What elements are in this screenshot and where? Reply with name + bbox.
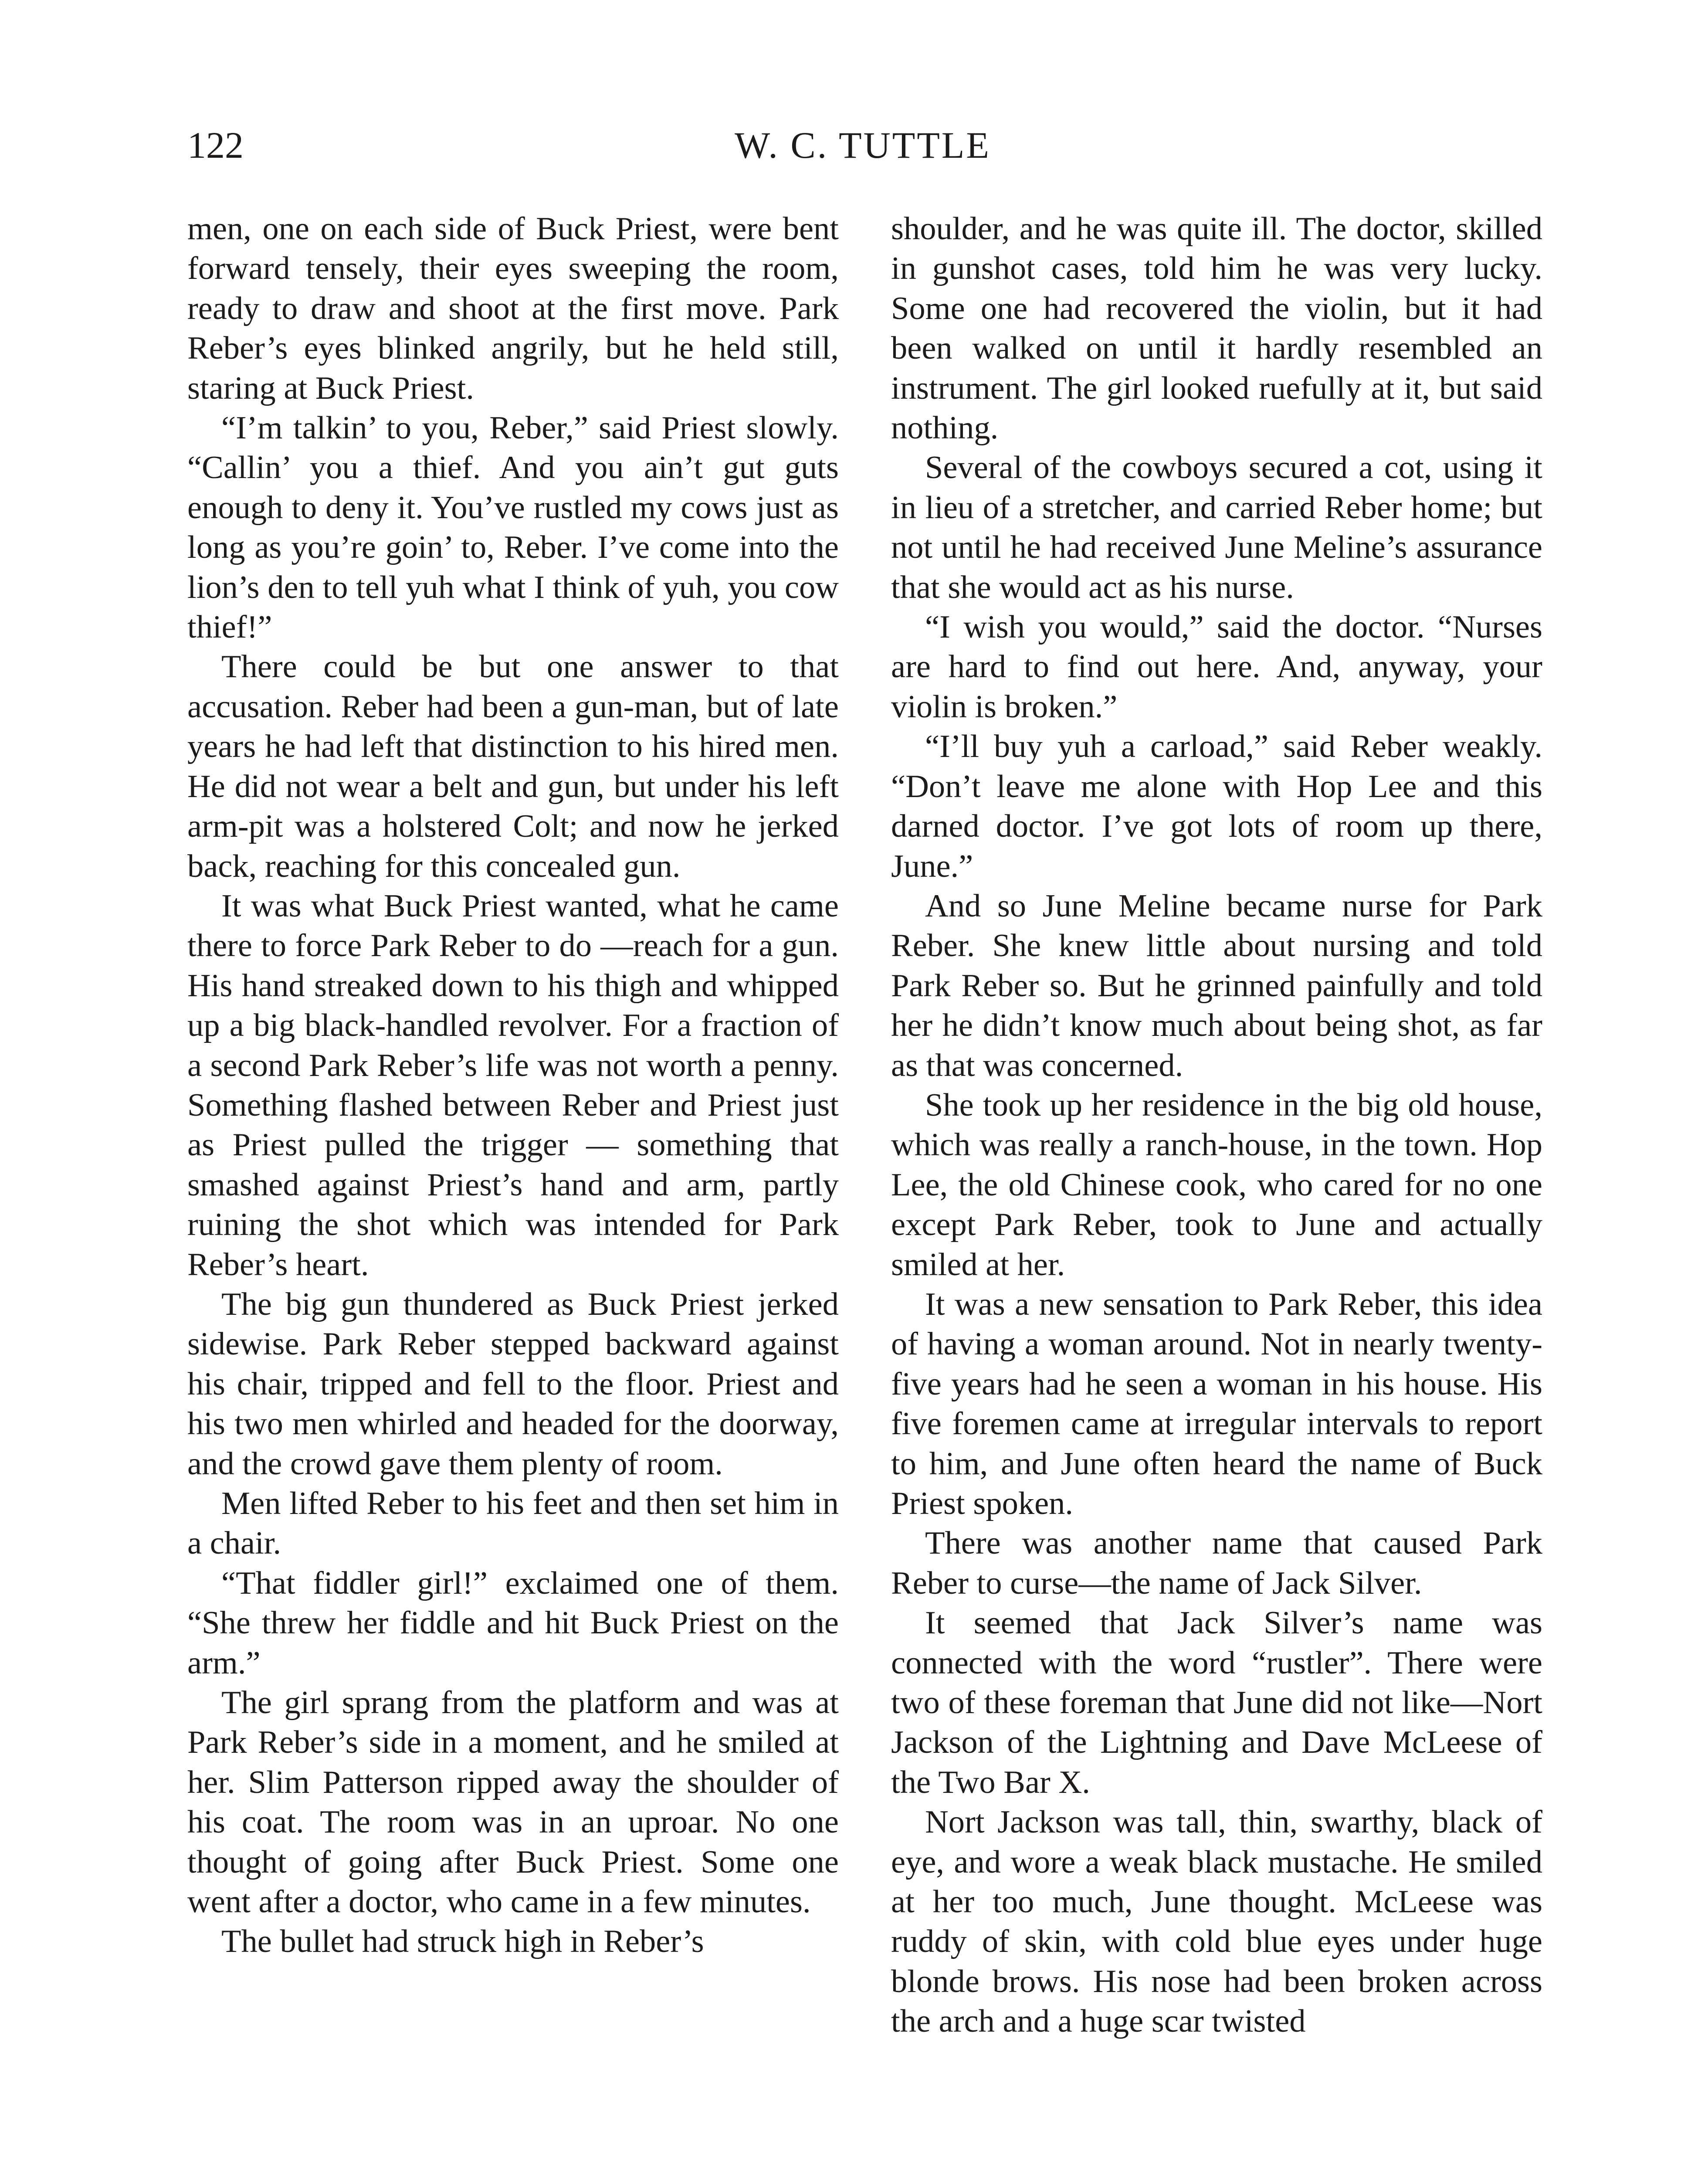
paragraph: The bullet had struck high in Reber’s xyxy=(221,1924,704,1960)
running-head: W. C. TUTTLE xyxy=(735,124,991,166)
paragraph: “That fiddler girl!” exclaimed one of them. “She threw her fiddle and hit Buck Priest on the arm.” xyxy=(187,1565,839,1681)
paragraph: The big gun thundered as Buck Priest jerked sidewise. Park Reber stepped backward against his chair, tripped and fell to the floor. Priest and his two men whirled and headed for the doorway, and the crowd gave them plenty of room. xyxy=(187,1286,839,1482)
left-column xyxy=(187,209,839,2179)
right-column xyxy=(891,209,1542,2179)
paragraph: The girl sprang from the platform and was at Park Reber’s side in a moment, and he smiled at her. Slim Patterson ripped away the shoulder of his coat. The room was in an uproar. No one thought of going after Buck Priest. Some one went after a doctor, who came in a few minutes. xyxy=(187,1685,839,1920)
text-columns xyxy=(187,209,1542,2179)
paragraph: men, one on each side of Buck Priest, were bent forward tensely, their eyes sweeping the room, ready to draw and shoot at the first move. Park Reber’s eyes blinked angrily, but he held still, staring at Buck Priest. xyxy=(187,211,839,406)
paragraph: It was a new sensation to Park Reber, this idea of having a woman around. Not in nearly twenty-five years had he seen a woman in his house. His five foremen came at irregular intervals to report to him, and June often heard the name of Buck Priest spoken. xyxy=(891,1286,1542,1521)
paragraph: It seemed that Jack Silver’s name was connected with the word “rustler”. There were two of these foreman that June did not like—Nort Jackson of the Lightning and Dave McLeese of the Two Bar X. xyxy=(891,1605,1542,1800)
paragraph: “I’ll buy yuh a carload,” said Reber weakly. “Don’t leave me alone with Hop Lee and this darned doctor. I’ve got lots of room up there, June.” xyxy=(891,729,1542,884)
paragraph: shoulder, and he was quite ill. The doctor, skilled in gunshot cases, told him he was very lucky. Some one had recovered the violin, but it had been walked on until it hardly resembled an instrument. The girl looked ruefully at it, but said nothing. xyxy=(891,211,1542,446)
paragraph: There could be but one answer to that accusation. Reber had been a gun-man, but of late years he had left that distinction to his hired men. He did not wear a belt and gun, but under his left arm-pit was a holstered Colt; and now he jerked back, reaching for this concealed gun. xyxy=(187,649,839,884)
paragraph: Men lifted Reber to his feet and then set him in a chair. xyxy=(187,1486,839,1561)
paragraph: Several of the cowboys secured a cot, using it in lieu of a stretcher, and carried Reber home; but not until he had received June Meline’s assurance that she would act as his nurse. xyxy=(891,450,1542,605)
page-number: 122 xyxy=(187,124,244,166)
paragraph: It was what Buck Priest wanted, what he came there to force Park Reber to do —reach for a gun. His hand streaked down to his thigh and whipped up a big black-handled revolver. For a fraction of a second Park Reber’s life was not worth a penny. Something flashed between Reber and Priest just as Priest pulled the trigger — something that smashed against Priest’s hand and arm, partly ruining the shot which was intended for Park Reber’s heart. xyxy=(187,888,839,1283)
paragraph: “I wish you would,” said the doctor. “Nurses are hard to find out here. And, anyway, your violin is broken.” xyxy=(891,609,1542,725)
page-header xyxy=(187,117,1538,173)
paragraph: “I’m talkin’ to you, Reber,” said Priest slowly. “Callin’ you a thief. And you ain’t gut guts enough to deny it. You’ve rustled my cows just as long as you’re goin’ to, Reber. I’ve come into the lion’s den to tell yuh what I think of yuh, you cow thief!” xyxy=(187,410,839,645)
paragraph: Nort Jackson was tall, thin, swarthy, black of eye, and wore a weak black mustache. He smiled at her too much, June thought. McLeese was ruddy of skin, with cold blue eyes under huge blonde brows. His nose had been broken across the arch and a huge scar twisted xyxy=(891,1804,1542,2040)
paragraph: And so June Meline became nurse for Park Reber. She knew little about nursing and told Park Reber so. But he grinned painfully and told her he didn’t know much about being shot, as far as that was concerned. xyxy=(891,888,1542,1083)
paragraph: There was another name that caused Park Reber to curse—the name of Jack Silver. xyxy=(891,1525,1542,1601)
paragraph: She took up her residence in the big old house, which was really a ranch-house, in the town. Hop Lee, the old Chinese cook, who cared for no one except Park Reber, took to June and actually smiled at her. xyxy=(891,1087,1542,1283)
